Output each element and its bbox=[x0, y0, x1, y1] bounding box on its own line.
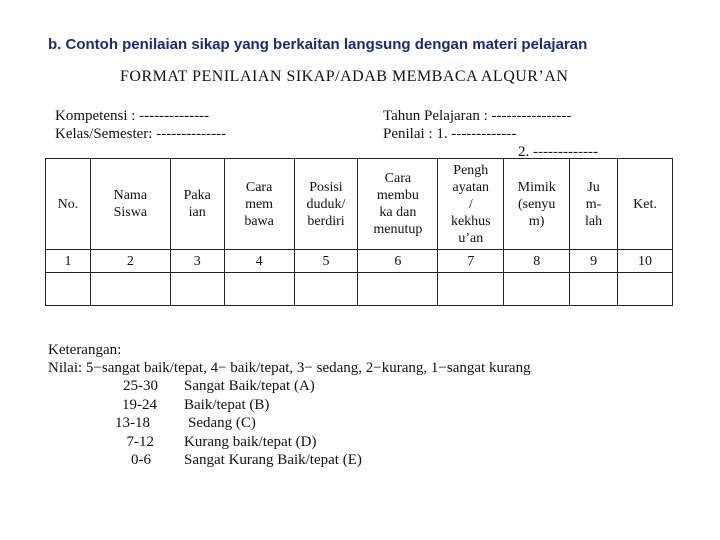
table-header-row bbox=[46, 159, 673, 250]
blank-cell bbox=[224, 273, 294, 306]
score-range: 13-18 bbox=[115, 415, 150, 431]
grade-label: Kurang baik/tepat (D) bbox=[184, 433, 317, 450]
blank-cell bbox=[90, 273, 170, 306]
form-title: FORMAT PENILAIAN SIKAP/ADAB MEMBACA ALQUR’AN bbox=[120, 68, 569, 85]
number-cell: 6 bbox=[358, 250, 438, 273]
blank-cell bbox=[170, 273, 224, 306]
number-cell: 2 bbox=[90, 250, 170, 273]
table-blank-row bbox=[46, 273, 673, 306]
header-cell: No. bbox=[46, 159, 91, 250]
header-cell: Ju m- lah bbox=[570, 159, 618, 250]
header-cell: Paka ian bbox=[170, 159, 224, 250]
blank-cell bbox=[570, 273, 618, 306]
blank-cell bbox=[504, 273, 570, 306]
header-cell: Cara mem bawa bbox=[224, 159, 294, 250]
blank-cell bbox=[46, 273, 91, 306]
number-cell: 8 bbox=[504, 250, 570, 273]
score-range: 7-12 bbox=[126, 433, 154, 450]
tahun-pelajaran-field: Tahun Pelajaran : ---------------- bbox=[383, 108, 572, 124]
blank-cell bbox=[438, 273, 504, 306]
blank-cell bbox=[618, 273, 673, 306]
score-range: 25-30 bbox=[123, 378, 158, 394]
grade-label: Sangat Baik/tepat (A) bbox=[184, 378, 315, 394]
grade-label: Baik/tepat (B) bbox=[184, 396, 270, 413]
number-cell: 3 bbox=[170, 250, 224, 273]
header-cell: Pengh ayatan / kekhus u’an bbox=[438, 159, 504, 250]
grade-label: Sangat Kurang Baik/tepat (E) bbox=[184, 452, 362, 468]
grade-label: Sedang (C) bbox=[188, 415, 256, 431]
blank-cell bbox=[294, 273, 358, 306]
number-cell: 9 bbox=[570, 250, 618, 273]
number-cell: 7 bbox=[438, 250, 504, 273]
header-cell: Ket. bbox=[618, 159, 673, 250]
header-cell: Mimik (senyu m) bbox=[504, 159, 570, 250]
keterangan-label: Keterangan: bbox=[48, 342, 122, 358]
header-cell: Posisi duduk/ berdiri bbox=[294, 159, 358, 250]
slide-heading: b. Contoh penilaian sikap yang berkaitan langsung dengan materi pelajaran bbox=[48, 36, 588, 53]
kelas-semester-field: Kelas/Semester: -------------- bbox=[55, 126, 227, 142]
blank-cell bbox=[358, 273, 438, 306]
penilai-2-field: 2. ------------- bbox=[518, 144, 598, 160]
score-range: 19-24 bbox=[122, 396, 157, 413]
nilai-legend: Nilai: 5−sangat baik/tepat, 4− baik/tepat, 3− sedang, 2−kurang, 1−sangat kurang bbox=[48, 360, 531, 376]
table-number-row bbox=[46, 250, 673, 273]
number-cell: 5 bbox=[294, 250, 358, 273]
number-cell: 10 bbox=[618, 250, 673, 273]
header-cell: Cara membu ka dan menutup bbox=[358, 159, 438, 250]
assessment-table bbox=[45, 158, 673, 306]
number-cell: 4 bbox=[224, 250, 294, 273]
number-cell: 1 bbox=[46, 250, 91, 273]
penilai-field: Penilai : 1. ------------- bbox=[383, 126, 517, 142]
kompetensi-field: Kompetensi : -------------- bbox=[55, 108, 210, 124]
header-cell: Nama Siswa bbox=[90, 159, 170, 250]
score-range: 0-6 bbox=[131, 452, 151, 468]
